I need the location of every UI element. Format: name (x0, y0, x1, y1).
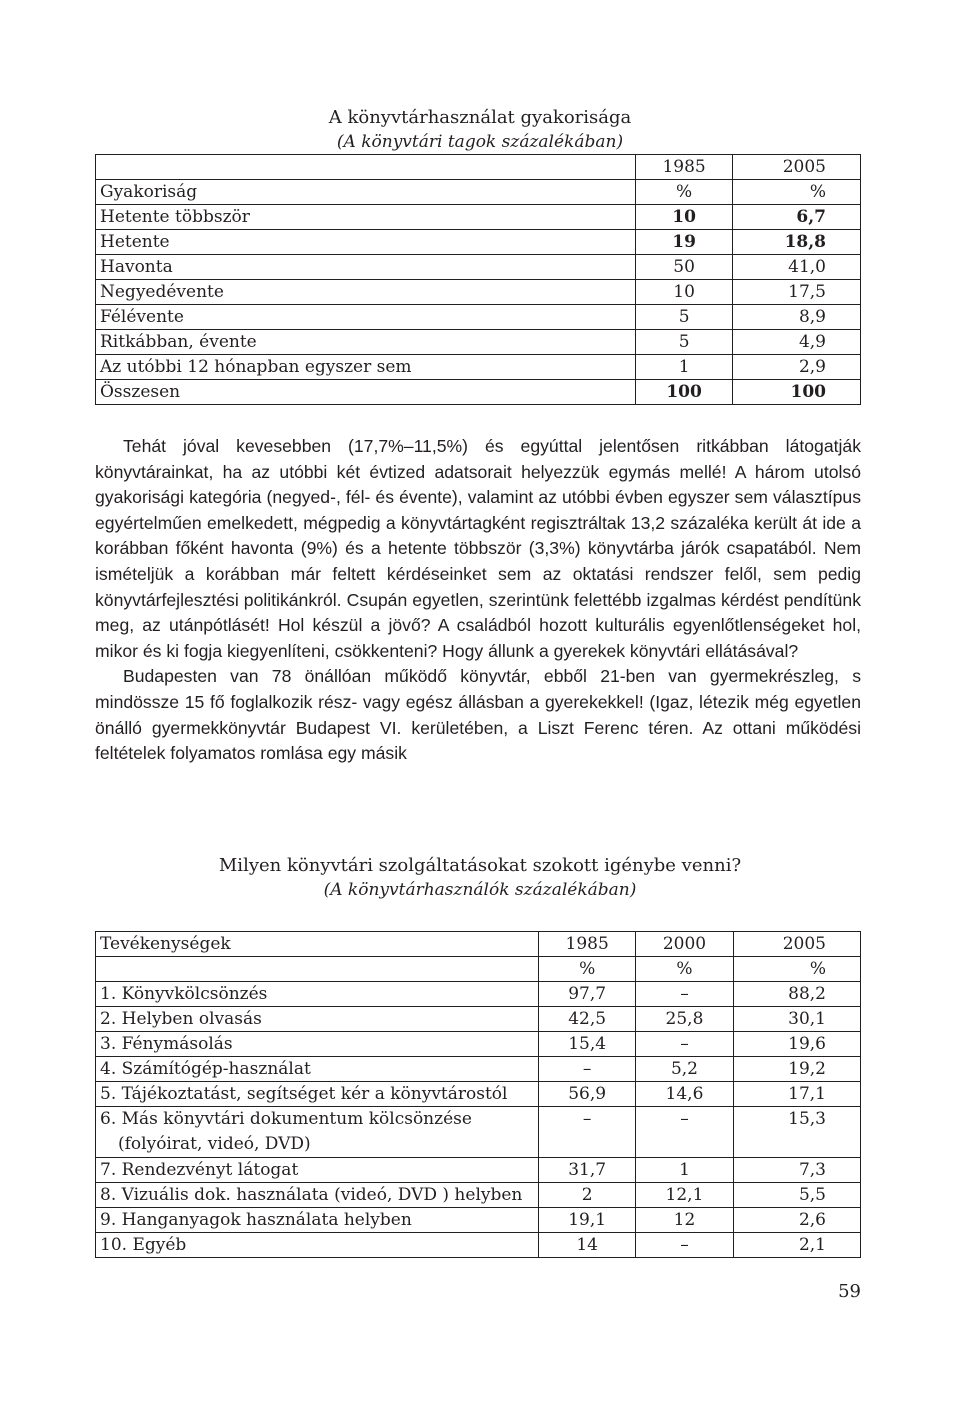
value-2000: – (636, 982, 733, 1007)
value-1985: 10 (635, 280, 733, 305)
frequency-table (95, 154, 861, 405)
table-row (96, 1082, 861, 1107)
value-2000: – (636, 1233, 733, 1258)
value-2000: 12,1 (636, 1183, 733, 1208)
activity-label: 4. Számítógép-használat (96, 1057, 539, 1082)
table-row (96, 205, 861, 230)
table-row (96, 1158, 861, 1183)
row-label: Negyedévente (96, 280, 636, 305)
value-1985: 15,4 (538, 1032, 635, 1057)
value-2005: 2,9 (733, 355, 861, 380)
value-2000: 12 (636, 1208, 733, 1233)
year-1985-header: 1985 (635, 155, 733, 180)
activity-label (96, 1107, 539, 1158)
activity-label: 2. Helyben olvasás (96, 1007, 539, 1032)
value-2005: 6,7 (733, 205, 861, 230)
table-row (96, 1233, 861, 1258)
activity-label: 8. Vizuális dok. használata (videó, DVD ) helyben (96, 1183, 539, 1208)
table2-title: Milyen könyvtári szolgáltatásokat szokott igénybe venni? (218, 855, 742, 876)
table-row (96, 255, 861, 280)
value-1985: 97,7 (538, 982, 635, 1007)
activity-label: 3. Fénymásolás (96, 1032, 539, 1057)
value-2005: 17,1 (733, 1082, 860, 1107)
value-1985: 5 (635, 330, 733, 355)
table-row (96, 1007, 861, 1032)
value-2005: 17,5 (733, 280, 861, 305)
value-1985: 1 (635, 355, 733, 380)
activity-label: 7. Rendezvényt látogat (96, 1158, 539, 1183)
table-row (96, 1208, 861, 1233)
unit-1985: % (635, 180, 733, 205)
year-2005-header: 2005 (733, 155, 861, 180)
activity-label: 9. Hanganyagok használata helyben (96, 1208, 539, 1233)
table-row (96, 1183, 861, 1208)
activity-label: 10. Egyéb (96, 1233, 539, 1258)
table-unit-row (96, 180, 861, 205)
page-number: 59 (838, 1281, 861, 1302)
value-2000: – (636, 1107, 733, 1158)
value-1985: 56,9 (538, 1082, 635, 1107)
value-2000: 25,8 (636, 1007, 733, 1032)
value-1985: 31,7 (538, 1158, 635, 1183)
value-1985: 10 (635, 205, 733, 230)
row-label: Az utóbbi 12 hónapban egyszer sem (96, 355, 636, 380)
value-1985: 5 (635, 305, 733, 330)
value-2000: – (636, 1032, 733, 1057)
value-2005: 88,2 (733, 982, 860, 1007)
frequency-header: Gyakoriság (96, 180, 636, 205)
table-row (96, 280, 861, 305)
activity-label-line1: 6. Más könyvtári dokumentum kölcsönzése (100, 1109, 472, 1129)
unit-1985: % (538, 957, 635, 982)
table-row (96, 1057, 861, 1082)
value-2005: 4,9 (733, 330, 861, 355)
table-header-row (96, 932, 861, 957)
value-2005: 8,9 (733, 305, 861, 330)
value-2005: 2,1 (733, 1233, 860, 1258)
year-2005-header: 2005 (733, 932, 860, 957)
table-unit-row (96, 957, 861, 982)
table-row (96, 982, 861, 1007)
table-row (96, 355, 861, 380)
year-1985-header: 1985 (538, 932, 635, 957)
value-2005: 19,2 (733, 1057, 860, 1082)
value-2005: 5,5 (733, 1183, 860, 1208)
unit-2005: % (733, 180, 861, 205)
value-1985: – (538, 1107, 635, 1158)
row-label: Havonta (96, 255, 636, 280)
row-label: Ritkábban, évente (96, 330, 636, 355)
activities-header: Tevékenységek (96, 932, 539, 957)
value-2005: 100 (733, 380, 861, 405)
activity-label: 1. Könyvkölcsönzés (96, 982, 539, 1007)
value-2005: 7,3 (733, 1158, 860, 1183)
value-2000: 14,6 (636, 1082, 733, 1107)
value-1985: 19,1 (538, 1208, 635, 1233)
services-table (95, 931, 861, 1258)
header-blank (96, 155, 636, 180)
table-row (96, 230, 861, 255)
value-1985: 50 (635, 255, 733, 280)
table-row (96, 305, 861, 330)
value-2000: 1 (636, 1158, 733, 1183)
unit-2005: % (733, 957, 860, 982)
value-1985: – (538, 1057, 635, 1082)
value-2005: 30,1 (733, 1007, 860, 1032)
activity-label: 5. Tájékoztatást, segítséget kér a könyvtárostól (96, 1082, 539, 1107)
paragraph: Tehát jóval kevesebben (17,7%–11,5%) és egyúttal jelentősen ritkábban látogatják könyvtárainkat, ha az utóbbi két évtized adatsorait helyezzük egymás mellé! A három utolsó gyakorisági kategória (negyed-, fél- és évente), valamint az utóbbi évben egyszer sem választípus egyértelműen emelkedett, mégpedig a könyvtártagként regisztráltak 13,2 százaléka került át ide a korábban főként havonta (9%) és a hetente többször (3,3%) könyvtárba járók csapatából. Nem ismételjük a korábban már feltett kérdéseinket sem az oktatási rendszer felől, sem pedig könyvtárfejlesztési politikánkról. Csupán egyetlen, szerintünk felettébb izgalmas kérdést pendítünk meg, az utánpótlásét! Hol készül a jövő? A családból hozott kulturális egyenlőtlenségeket hol, mikor és ki fogja kiegyenlíteni, csökkenteni? Hogy állunk a gyerekek könyvtári ellátásával? (95, 436, 861, 661)
table-header-row (96, 155, 861, 180)
table-total-row (96, 380, 861, 405)
row-label: Félévente (96, 305, 636, 330)
activity-label-line2: (folyóirat, videó, DVD) (118, 1134, 311, 1154)
row-label: Hetente többször (96, 205, 636, 230)
value-1985: 19 (635, 230, 733, 255)
body-text (95, 434, 861, 767)
row-label: Összesen (96, 380, 636, 405)
value-2000: 5,2 (636, 1057, 733, 1082)
table-row (96, 330, 861, 355)
value-1985: 2 (538, 1183, 635, 1208)
value-2005: 19,6 (733, 1032, 860, 1057)
value-1985: 42,5 (538, 1007, 635, 1032)
value-2005: 18,8 (733, 230, 861, 255)
table-row (96, 1107, 861, 1158)
unit-2000: % (636, 957, 733, 982)
table-row (96, 1032, 861, 1057)
value-2005: 41,0 (733, 255, 861, 280)
year-2000-header: 2000 (636, 932, 733, 957)
paragraph: Budapesten van 78 önállóan működő könyvtár, ebből 21-ben van gyermekrészleg, s mindössze 15 fő foglalkozik rész- vagy egész állásban a gyerekekkel! (Igaz, létezik még egyetlen önálló gyermekkönyvtár Budapest VI. kerületében, a Liszt Ferenc téren. Az ottani működési feltételek folyamatos romlása egy másik (95, 666, 861, 764)
unit-blank (96, 957, 539, 982)
table1-title: A könyvtárhasználat gyakorisága (328, 107, 632, 128)
row-label: Hetente (96, 230, 636, 255)
value-1985: 14 (538, 1233, 635, 1258)
value-2005: 15,3 (733, 1107, 860, 1158)
value-1985: 100 (635, 380, 733, 405)
table2-subtitle: (A könyvtárhasználók százalékában) (323, 880, 637, 900)
table1-subtitle: (A könyvtári tagok százalékában) (336, 132, 624, 152)
value-2005: 2,6 (733, 1208, 860, 1233)
